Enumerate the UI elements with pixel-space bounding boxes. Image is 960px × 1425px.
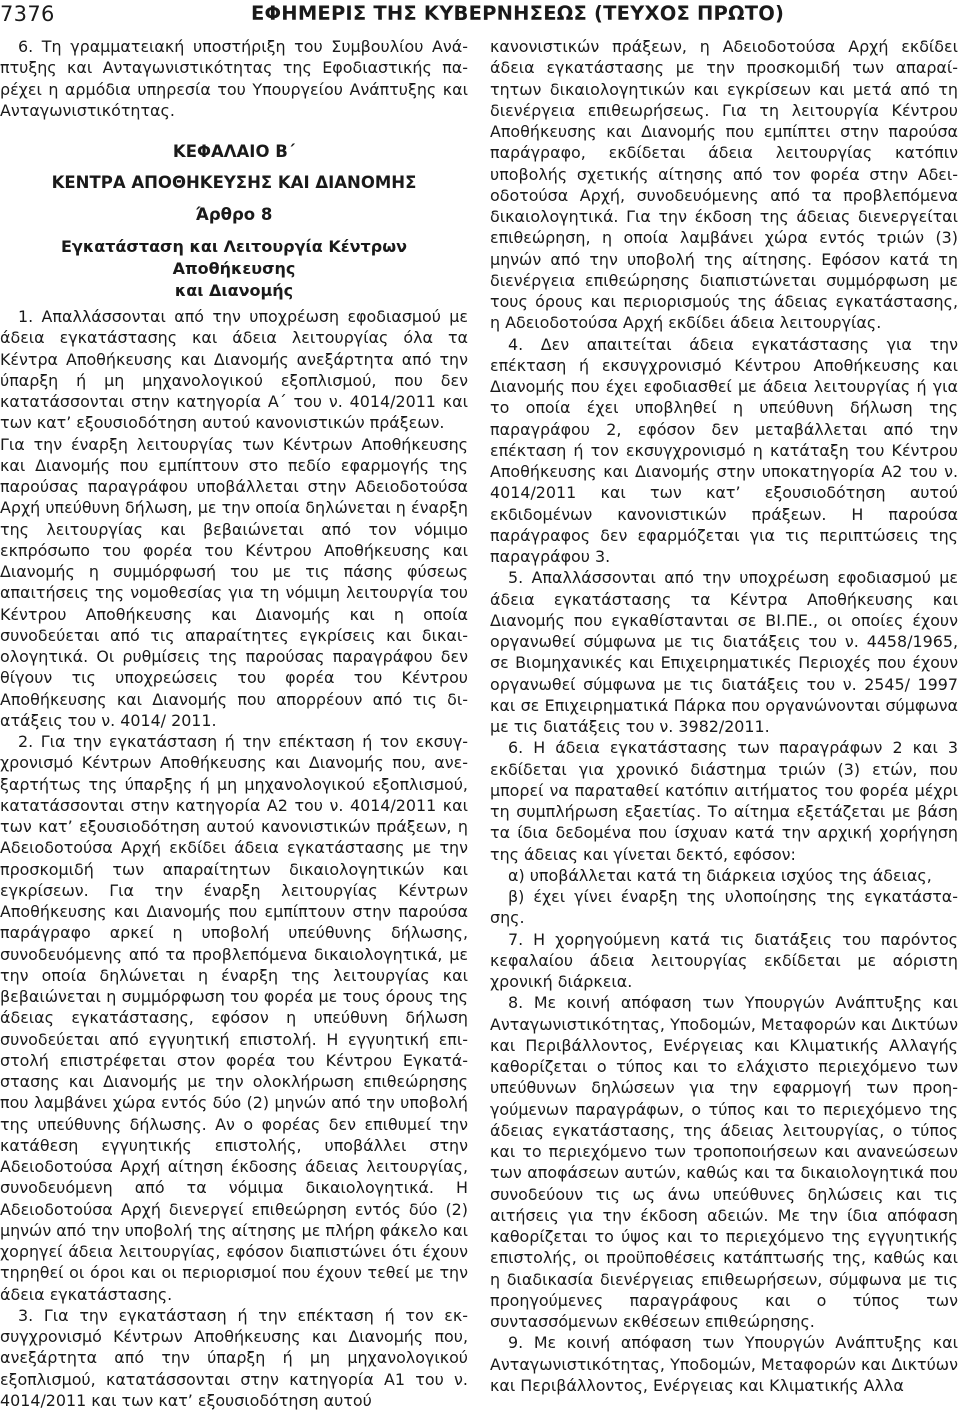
right-column <box>490 36 958 1396</box>
paragraph-2: 2. Για την εγκατάσταση ή την επέκταση ή τον εκσυγχρονισμό Κέντρων Αποθήκευσης και Διανομής που, ανεξαρτήτως της ύπαρξης ή μη μηχανολογικού εξοπλισμού, κατατάσσονται στην κατηγορία Α2 του ν. 4014/2011 και των κατ’ εξουσιοδότηση αυτού κανονιστικών πράξεων, η Αδειοδοτούσα Αρχή εκδίδει άδεια εγκατάστασης με την προσκομιδή των απαραίτητων δικαιολογητικών και εγκρίσεων. Για την έναρξη λειτουργίας Κέντρων Αποθήκευσης και Διανομής που εμπίπτουν στην παρούσα παράγραφο αρκεί η υποβολή υπεύθυνης δήλωσης, συνοδευόμενης από τα προβλεπόμενα δικαιολογητικά, με την οποία δηλώνεται η έναρξη της λειτουργίας και βεβαιώνεται η συμμόρφωση του φορέα με τους όρους της άδειας εγκατάστασης, εφόσον η υπεύθυνη δήλωση συνοδεύεται από εγγυητική επιστολή. Η εγγυητική επιστολή επιστρέφεται στον φορέα του Κέντρου Εγκατάστασης και Διανομής με την ολοκλήρωση επιθεώρησης που λαμβάνει χώρα εντός δύο (2) μηνών από την υποβολή της υπεύθυνης δήλωσης. Αν ο φορέας δεν επιθυμεί την κατάθεση εγγυητικής επιστολής, υποβάλλει στην Αδειοδοτούσα Αρχή αίτηση έκδοσης άδειας λειτουργίας, συνοδευόμενη από τα νόμιμα δικαιολογητικά. Η Αδειοδοτούσα Αρχή διενεργεί επιθεώρηση εντός δύο (2) μηνών από την υποβολή της αίτησης με πλήρη φάκελο και χορηγεί άδεια λειτουργίας, εφόσον διαπιστώνει ότι έχουν τηρηθεί οι όροι και οι περιορισμοί που έχουν τεθεί με την άδεια εγκατάστασης. <box>0 732 468 1304</box>
page-header <box>0 0 960 34</box>
article-title-line-1: Εγκατάσταση και Λειτουργία Κέντρων Αποθήκευσης <box>61 237 407 278</box>
paragraph-8: 8. Με κοινή απόφαση των Υπουργών Ανάπτυξης και Ανταγωνιστικότητας, Υποδομών, Μεταφορών και Δικτύων και Περιβάλλοντος, Ενέργειας και Κλιματικής Αλλαγής καθορίζεται ο τύπος και το ελάχιστο περιεχόμενο των υπεύθυνων δηλώσεων για την εφαρμογή των προηγούμενων παραγράφων, ο τύπος και το περιεχόμενο της άδειας εγκατάστασης, της άδειας λειτουργίας, ο τύπος και το περιεχόμενο των τροποποιήσεων και ανανεώσεων των αποφάσεων αυτών, καθώς και τα δικαιολογητικά που συνοδεύουν τις ως άνω υπεύθυνες δηλώσεις και τις αιτήσεις για την έκδοση αδειών. Με την ίδια απόφαση καθορίζεται το ύψος και το περιεχόμενο της εγγυητικής επιστολής, οι προϋποθέσεις κατάπτωσής της, καθώς και η διαδικασία διενέργειας επιθεωρήσεων, σύμφωνα με τις προηγούμενες παραγράφους και ο τύπος των συντασσόμενων εκθέσεων επιθεώρησης. <box>490 993 958 1331</box>
paragraph-5: 5. Απαλλάσσονται από την υποχρέωση εφοδιασμού με άδεια εγκατάστασης τα Κέντρα Αποθήκευσης και Διανομής που εγκαθίστανται σε ΒΙ.ΠΕ., οι οποίες έχουν οργανωθεί σύμφωνα με τις διατάξεις του ν. 4458/1965, σε Βιομηχανικές και Επιχειρηματικές Περιοχές που έχουν οργανωθεί σύμφωνα με τις διατάξεις του ν. 2545/ 1997 και σε Επιχειρηματικά Πάρκα που οργανώνονται σύμφωνα με τις διατάξεις του ν. 3982/2011. <box>490 568 958 736</box>
article-number: Άρθρο 8 <box>195 205 273 224</box>
paragraph-3-continued: κανονιστικών πράξεων, η Αδειοδοτούσα Αρχή εκδίδει άδεια εγκατάστασης με την προσκομιδή των απαραίτητων δικαιολογητικών και εγκρίσεων και μετά από τη διενέργεια επιθεωρήσεως. Για τη λειτουργία Κέντρου Αποθήκευσης και Διανομής που εμπίπτει στην παρούσα παράγραφο, εκδίδεται άδεια λειτουργίας κατόπιν υποβολής σχετικής αίτησης από τον φορέα στην Αδειοδοτούσα Αρχή, συνοδευόμενης από τα προβλεπόμενα δικαιολογητικά. Για την έκδοση της άδειας διενεργείται επιθεώρηση, η οποία λαμβάνει χώρα εντός τριών (3) μηνών από την υποβολή της αίτησης. Εφόσον κατά τη διενέργεια επιθεώρησης διαπιστώνεται συμμόρφωση με τους όρους και περιορισμούς της άδειας εγκατάστασης, η Αδειοδοτούσα Αρχή εκδίδει άδεια λειτουργίας. <box>490 37 958 333</box>
paragraph-6-item-b: β) έχει γίνει έναρξη της υλοποίησης της εγκατάστασης. <box>490 887 958 928</box>
paragraph-7: 7. Η χορηγούμενη κατά τις διατάξεις του παρόντος κεφαλαίου άδεια λειτουργίας εκδίδεται με αόριστη χρονική διάρκεια. <box>490 929 958 991</box>
paragraph-3: 3. Για την εγκατάσταση ή την επέκταση ή τον εκσυγχρονισμό Κέντρων Αποθήκευσης και Διανομής που, ανεξάρτητα από την ύπαρξη ή μη μηχανολογικού εξοπλισμού, κατατάσσονται στην κατηγορία Α1 του ν. 4014/2011 και των κατ’ εξουσιοδότηση αυτού <box>0 1305 468 1410</box>
paragraph-1: 1. Απαλλάσσονται από την υποχρέωση εφοδιασμού με άδεια εγκατάστασης και άδεια λειτουργίας όλα τα Κέντρα Αποθήκευσης και Διανομής ανεξάρτητα από την ύπαρξη ή μη μηχανολογικού εξοπλισμού, που δεν κατατάσσονται στην κατηγορία Α΄ του ν. 4014/2011 και των κατ’ εξουσιοδότηση αυτού κανονιστικών πράξεων. <box>0 307 468 433</box>
paragraph-1-continued: Για την έναρξη λειτουργίας των Κέντρων Αποθήκευσης και Διανομής που εμπίπτουν στο πεδίο εφαρμογής της παρούσας παραγράφου υποβάλλεται στην Αδειοδοτούσα Αρχή υπεύθυνη δήλωση, με την οποία δηλώνεται η έναρξη της λειτουργίας και βεβαιώνεται από τον νόμιμο εκπρόσωπο του φορέα του Κέντρου Αποθήκευσης και Διανομής η συμμόρφωσή του με τις πάσης φύσεως απαιτήσεις της νομοθεσίας για τη νόμιμη λειτουργία του Κέντρου Αποθήκευσης και Διανομής και η οποία συνοδεύεται από τις απαραίτητες εγκρίσεις και δικαιολογητικά. Οι ρυθμίσεις της παρούσας παραγράφου δεν θίγουν τις υποχρεώσεις του φορέα του Κέντρου Αποθήκευσης και Διανομής που απορρέουν από τις διατάξεις του ν. 4014/ 2011. <box>0 434 468 730</box>
paragraph-4: 4. Δεν απαιτείται άδεια εγκατάστασης για την επέκταση ή εκσυγχρονισμό Κέντρου Αποθήκευσης και Διανομής που έχει εφοδιασθεί με άδεια λειτουργίας ή για το οποία έχει υποβληθεί η υπεύθυνη δήλωση της παραγράφου 2, εφόσον δεν μεταβάλλεται από την επέκταση ή τον εκσυγχρονισμό η κατάταξη του Κέντρου Αποθήκευσης και Διανομής στην υποκατηγορία Α2 του ν. 4014/2011 και των κατ’ εξουσιοδότηση αυτού εκδιδομένων κανονιστικών πράξεων. Η παρούσα παράγραφος δεν εφαρμόζεται για τις περιπτώσεις της παραγράφου 3. <box>490 334 958 566</box>
page-number: 7376 <box>0 2 55 26</box>
article-title-line-2: και Διανομής <box>174 281 294 300</box>
paragraph-6: 6. Η άδεια εγκατάστασης των παραγράφων 2 και 3 εκδίδεται για χρονικό διάστημα τριών (3) ετών, που μπορεί να παραταθεί κατόπιν αιτήματος του φορέα μέχρι τη συμπλήρωση εξαετίας. Το αίτημα εξετάζεται με βάση τα ίδια δεδομένα που ίσχυαν κατά την αρχική χορήγηση της άδειας και γίνεται δεκτό, εφόσον: <box>490 738 958 864</box>
chapter-number: ΚΕΦΑΛΑΙΟ Β΄ <box>172 142 296 161</box>
paragraph-9: 9. Με κοινή απόφαση των Υπουργών Ανάπτυξης και Ανταγωνιστικότητας, Υποδομών, Μεταφορών και Δικτύων και Περιβάλλοντος, Ενέργειας και Κλιματικής Αλλα <box>490 1333 958 1395</box>
journal-title: ΕΦΗΜΕΡΙΣ ΤΗΣ ΚΥΒΕΡΝΗΣΕΩΣ (ΤΕΥΧΟΣ ΠΡΩΤΟ) <box>251 2 785 25</box>
paragraph-6-council: 6. Τη γραμματειακή υποστήριξη του Συμβουλίου Ανάπτυξης και Ανταγωνιστικότητας της Εφοδιαστικής παρέχει η αρμόδια υπηρεσία του Υπουργείου Ανάπτυξης και Ανταγωνιστικότητας. <box>0 37 468 120</box>
left-column <box>0 36 468 1411</box>
paragraph-6-item-a: α) υποβάλλεται κατά τη διάρκεια ισχύος της άδειας, <box>508 865 932 885</box>
chapter-title: ΚΕΝΤΡΑ ΑΠΟΘΗΚΕΥΣΗΣ ΚΑΙ ΔΙΑΝΟΜΗΣ <box>51 173 417 192</box>
